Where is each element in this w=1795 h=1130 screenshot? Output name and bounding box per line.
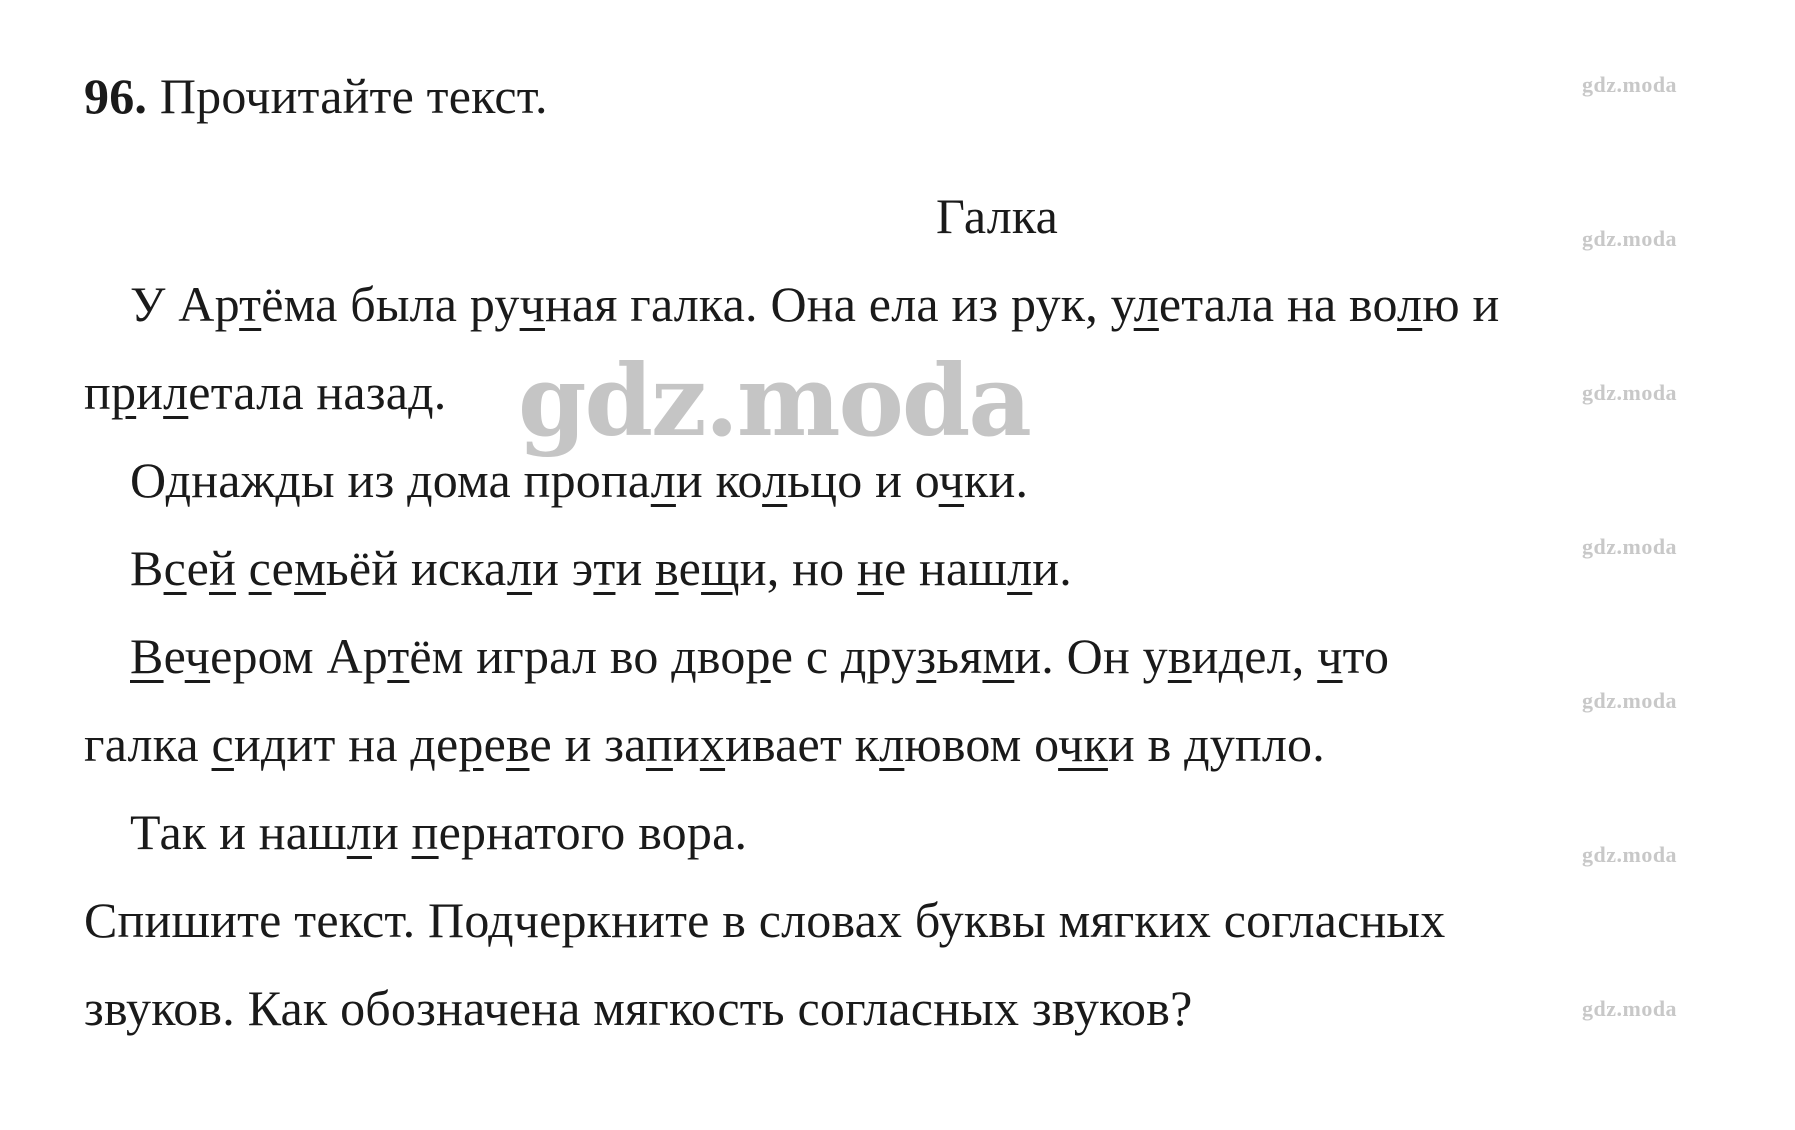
text-paragraph-5: Так и нашли пернатого вора. — [130, 804, 748, 860]
text-paragraph-1-line-2: прилетала назад. — [84, 364, 447, 420]
watermark-small: gdz.moda — [1582, 534, 1678, 559]
watermark-small: gdz.moda — [1582, 380, 1678, 405]
watermark-large: gdz.moda — [518, 344, 1030, 459]
text-paragraph-2: Однажды из дома пропали кольцо и очки. — [130, 452, 1029, 508]
task-header — [84, 66, 548, 126]
text-paragraph-1-line-1: У Артёма была ручная галка. Она ела из рук, улетала на волю и — [130, 276, 1500, 332]
task-number: 96. — [84, 68, 148, 124]
assignment-line-2: звуков. Как обозначена мягкость согласных звуков? — [84, 980, 1193, 1036]
text-title: Галка — [936, 188, 1058, 244]
text-paragraph-4-line-1: Вечером Артём играл во дворе с друзьями. Он увидел, что — [130, 628, 1390, 684]
watermark-small: gdz.moda — [1582, 226, 1678, 251]
text-paragraph-3: Всей семьёй искали эти вещи, но не нашли. — [130, 540, 1072, 596]
text-paragraph-4-line-2: галка сидит на дереве и запихивает клювом очки в дупло. — [84, 716, 1325, 772]
watermark-small: gdz.moda — [1582, 72, 1678, 97]
task-instruction: Прочитайте текст. — [159, 68, 548, 124]
watermark-small: gdz.moda — [1582, 996, 1678, 1021]
assignment-line-1: Спишите текст. Подчеркните в словах буквы мягких согласных — [84, 892, 1446, 948]
watermark-small: gdz.moda — [1582, 688, 1678, 713]
watermark-small: gdz.moda — [1582, 842, 1678, 867]
